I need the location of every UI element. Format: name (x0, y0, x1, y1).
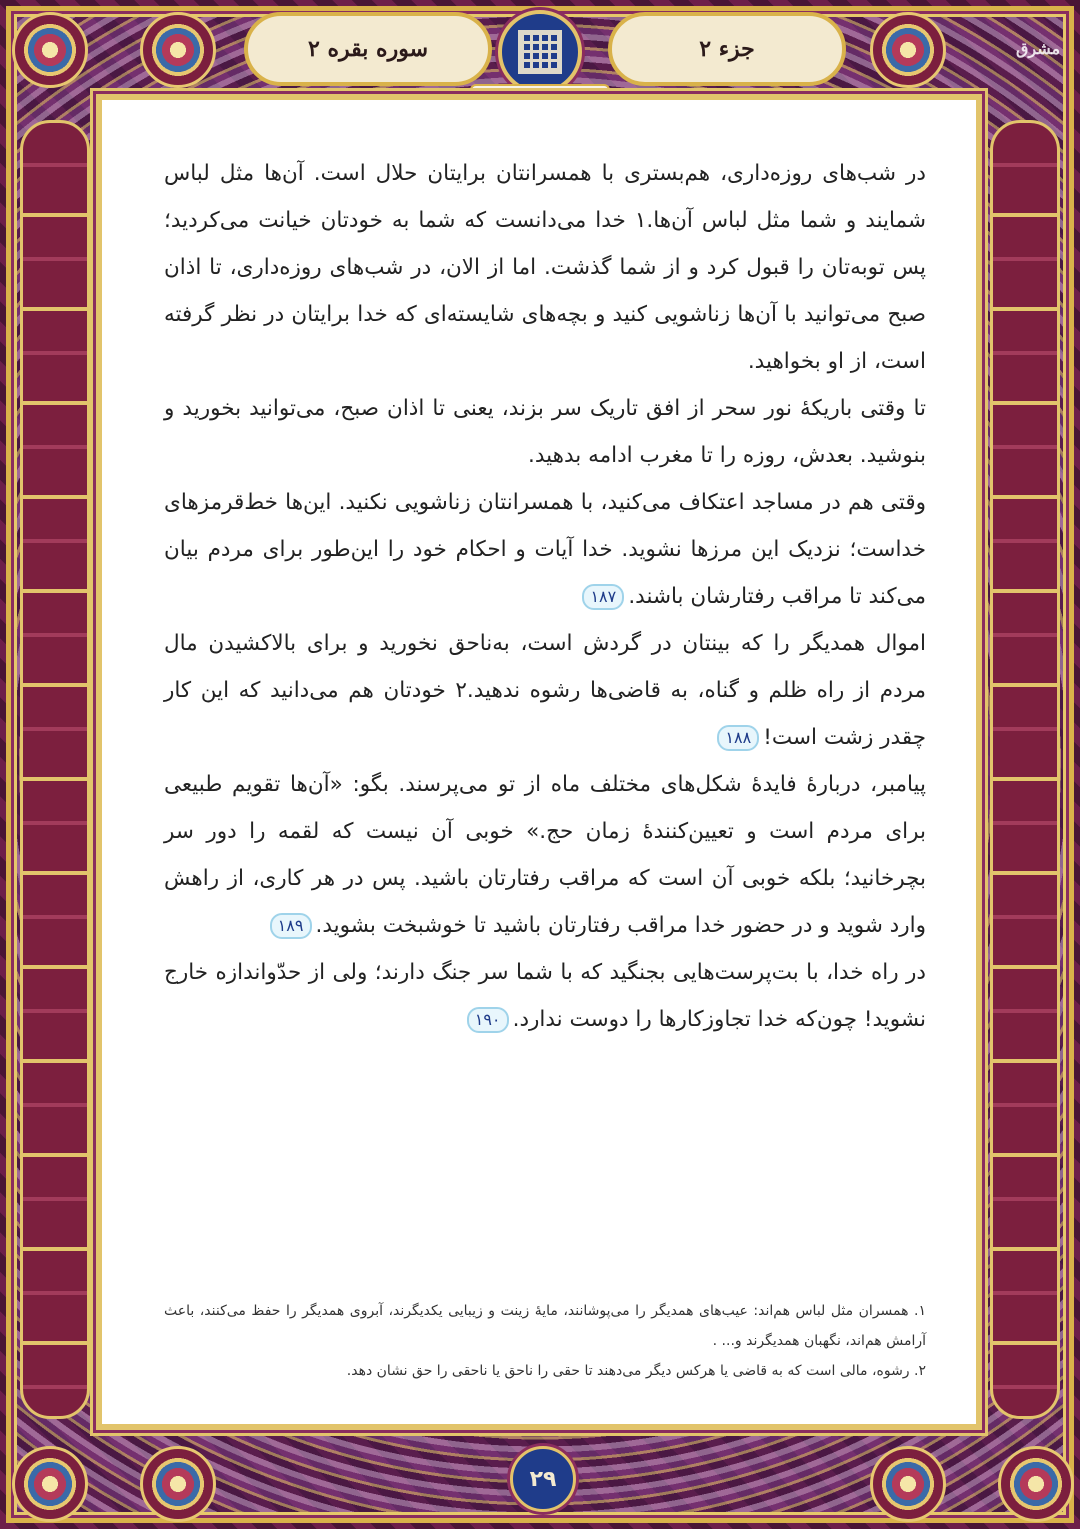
site-watermark: مشرق (1015, 39, 1061, 58)
kufic-emblem-icon (518, 30, 562, 74)
corner-medallion-icon (12, 12, 88, 88)
content-panel (96, 94, 982, 1430)
ayah-number-badge: ۱۸۷ (582, 584, 624, 610)
corner-medallion-icon (140, 1446, 216, 1522)
footnotes (164, 1296, 926, 1386)
footnote: ۲. رشوه، مالی است که به قاضی یا هرکس دیگر می‌دهند تا حقی را ناحق یا ناحقی را حق نشان دهد. (346, 1363, 926, 1379)
left-ornament-column (20, 120, 90, 1419)
corner-medallion-icon (140, 12, 216, 88)
surah-title: سوره بقره ۲ (244, 12, 492, 86)
corner-medallion-icon (12, 1446, 88, 1522)
footnote: ۱. همسران مثل لباس هم‌اند: عیب‌های همدیگر را می‌پوشانند، مایهٔ زینت و زیبایی یکدیگرند، آبروی همدیگر را حفظ می‌کنند، باعث آرامش هم‌اند، نگهبان همدیگرند و... . (164, 1303, 926, 1349)
ayah-number-badge: ۱۸۸ (717, 725, 759, 751)
paragraph: وقتی هم در مساجد اعتکاف می‌کنید، با همسرانتان زناشویی نکنید. این‌ها خط‌قرمزهای خداست؛ نزدیک این مرزها نشوید. خدا آیات و احکام خود را این‌طور برای مردم بیان می‌کند تا مراقب رفتارشان باشند.۱۸۷ (164, 490, 926, 609)
ayah-number-badge: ۱۸۹ (270, 913, 312, 939)
emblem-logo (498, 10, 582, 94)
corner-medallion-icon (998, 1446, 1074, 1522)
right-ornament-column (990, 120, 1060, 1419)
juz-title: جزء ۲ (608, 12, 846, 86)
corner-medallion-icon (870, 12, 946, 88)
paragraph: تا وقتی باریکهٔ نور سحر از افق تاریک سر بزند، یعنی تا اذان صبح، می‌توانید بخورید و بنوشید. بعدش، روزه را تا مغرب ادامه بدهید. (164, 396, 926, 468)
paragraph: اموال همدیگر را که بینتان در گردش است، به‌ناحق نخورید و برای بالاکشیدن مال مردم از راه ظلم و گناه، به قاضی‌ها رشوه ندهید.۲ خودتان هم می‌دانید که این کار چقدر زشت است!۱۸۸ (164, 631, 926, 750)
paragraph: پیامبر، دربارهٔ فایدهٔ شکل‌های مختلف ماه از تو می‌پرسند. بگو: «آن‌ها تقویم طبیعی برای مردم است و تعیین‌کنندهٔ زمان حج.» خوبی آن نیست که لقمه را دور سر بچرخانید؛ بلکه خوبی آن است که مراقب رفتارتان باشید. پس در هر کاری، از راهش وارد شوید و در حضور خدا مراقب رفتارتان باشید تا خوشبخت بشوید.۱۸۹ (164, 772, 926, 938)
page-number: ۲۹ (510, 1446, 576, 1512)
paragraph: در شب‌های روزه‌داری، هم‌بستری با همسرانتان برایتان حلال است. آن‌ها مثل لباس شمایند و شما مثل لباس آن‌ها.۱ خدا می‌دانست که شما به خودتان خیانت می‌کردید؛ پس توبه‌تان را قبول کرد و از شما گذشت. اما از الان، در شب‌های روزه‌داری، تا اذان صبح می‌توانید با آن‌ها زناشویی کنید و بچه‌های شایسته‌ای که خدا برایتان در نظر گرفته است، از او بخواهید. (164, 161, 926, 374)
ayah-number-badge: ۱۹۰ (467, 1007, 509, 1033)
translation-text (164, 150, 926, 1043)
paragraph: در راه خدا، با بت‌پرست‌هایی بجنگید که با شما سر جنگ دارند؛ ولی از حدّواندازه خارج نشوید! چون‌که خدا تجاوزکارها را دوست ندارد.۱۹۰ (164, 960, 926, 1032)
corner-medallion-icon (870, 1446, 946, 1522)
